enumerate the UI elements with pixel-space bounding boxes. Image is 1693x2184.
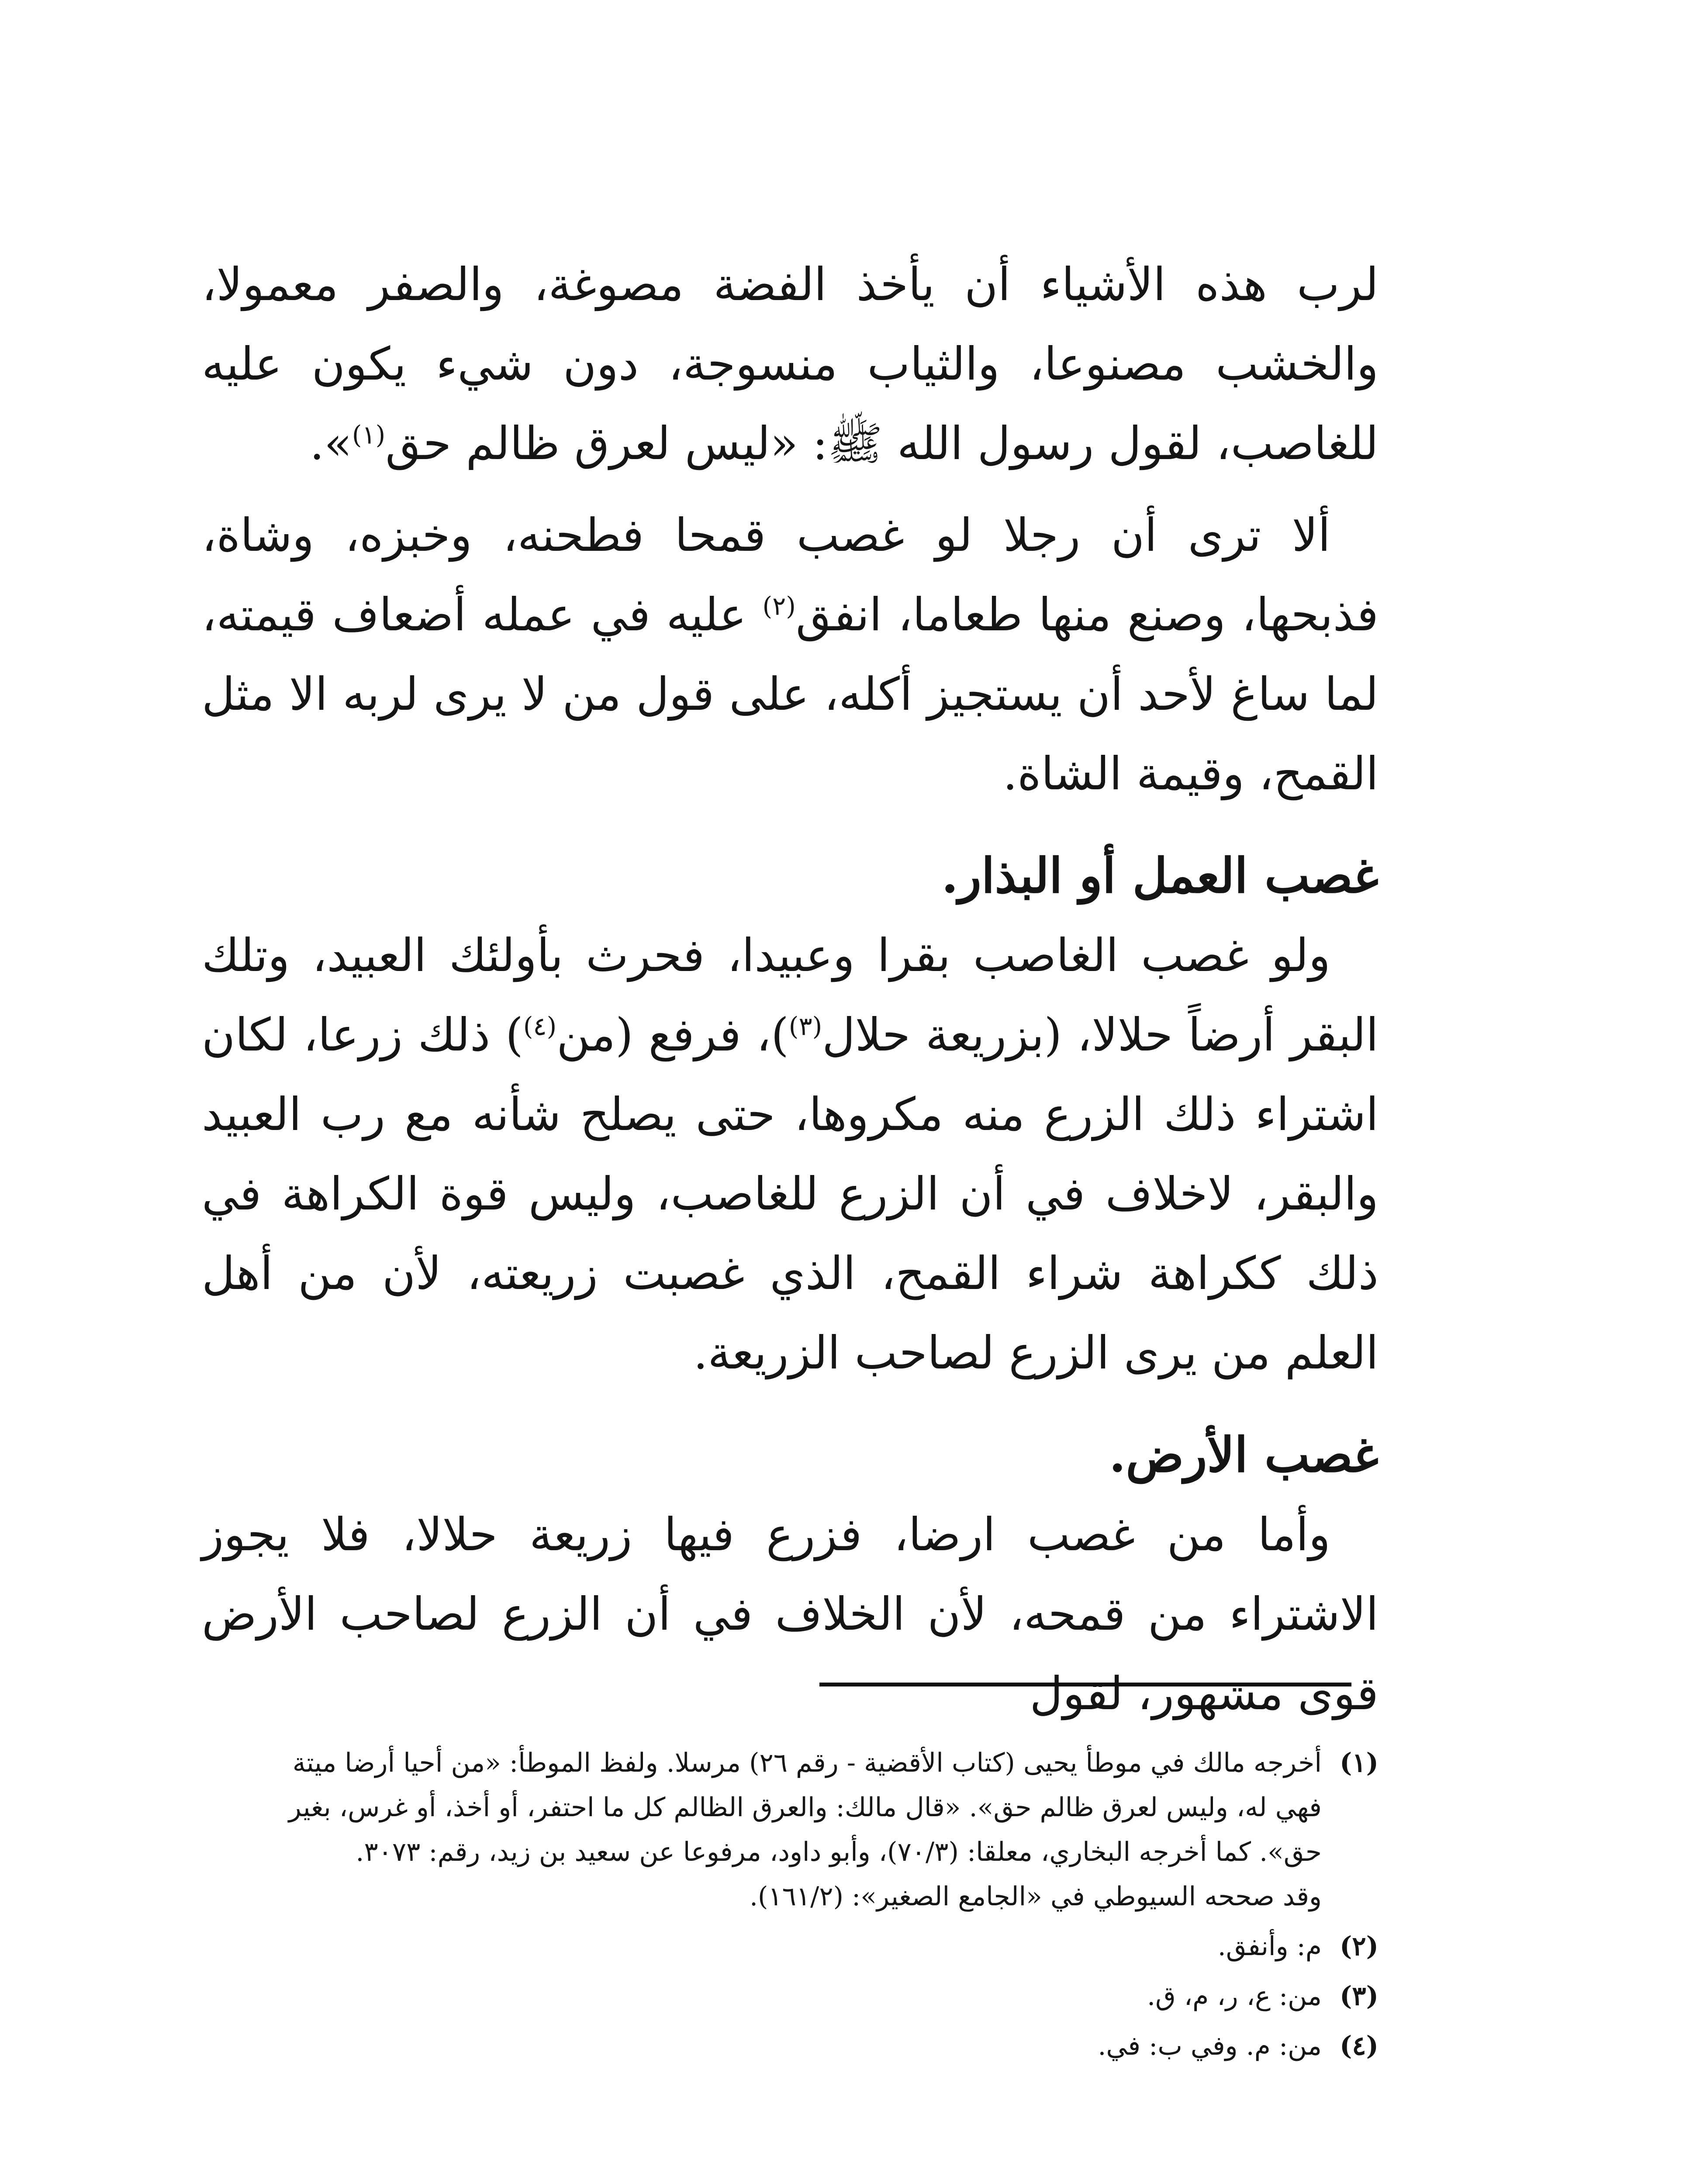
paragraph-1-end: ».: [310, 417, 352, 470]
paragraph-2-end: عليه في عمله أضعاف قيمته، لما ساغ لأحد أن يستجيز أكله، على قول من لا يرى لربه الا مثل القمح، وقيمة الشاة.: [202, 588, 1379, 800]
footnote-line: أخرجه مالك في موطأ يحيى (كتاب الأقضية - رقم ٢٦) مرسلا. ولفظ الموطأ: «من أحيا أرضا ميتة: [292, 1748, 1322, 1778]
footnote-number: (١): [1339, 1748, 1379, 1778]
paragraph-3-end: ) ذلك زرعا، لكان اشتراء ذلك الزرع منه مكروها، حتى يصلح شأنه مع رب العبيد والبقر، لاخلاف في أن الزرع للغاصب، وليس قوة الكراهة في ذلك ككراهة شراء القمح، الذي غصبت زريعته، لأن من أهل العلم من يرى الزرع لصاحب الزريعة.: [202, 1008, 1379, 1379]
paragraph-2-text: ألا ترى أن رجلا لو غصب قمحا فطحنه، وخبزه، وشاة، فذبحها، وصنع منها طعاما، انفق: [202, 508, 1379, 641]
footnote-number: (٣): [1339, 1981, 1379, 2011]
footnote-line: وقد صححه السيوطي في «الجامع الصغير»: (١٦١/٢).: [749, 1881, 1322, 1912]
footnote-separator: [819, 1683, 1351, 1686]
footnote-text: [202, 1974, 1322, 2018]
footnote-ref-2: (٢): [762, 591, 796, 621]
footnote-text: [202, 1741, 1322, 1919]
footnote-ref-3: (٣): [788, 1011, 822, 1041]
footnote-ref-4: (٤): [523, 1011, 557, 1041]
paragraph-2: [202, 495, 1379, 813]
footnote-3: [202, 1974, 1379, 2018]
footnote-ref-1: (١): [352, 420, 386, 450]
footnote-line: حق». كما أخرجه البخاري، معلقا: (٧٠/٣)، وأبو داود، مرفوعا عن سعيد بن زيد، رقم: ٣٠٧٣.: [356, 1837, 1322, 1867]
footnotes: [202, 1741, 1379, 2073]
paragraph-1-text: لرب هذه الأشياء أن يأخذ الفضة مصوغة، والصفر معمولا، والخشب مصنوعا، والثياب منسوجة، دون شيء يكون عليه للغاصب، لقول رسول الله ﷺ: «ليس لعرق ظالم حق: [202, 258, 1379, 470]
paragraph-3-mid: )، فرفع (من: [556, 1008, 789, 1061]
paragraph-3-text: ولو غصب الغاصب بقرا وعبيدا، فحرث بأولئك العبيد، وتلك البقر أرضاً حلالا، (بزريعة حلال: [202, 929, 1379, 1061]
main-text: [202, 245, 1379, 1745]
footnote-text: [202, 2024, 1322, 2068]
section-heading-labor: غصب العمل أو البذار.: [941, 847, 1379, 904]
footnote-text: [202, 1924, 1322, 1969]
footnote-line: م: وأنفق.: [1217, 1931, 1322, 1962]
footnote-2: [202, 1924, 1379, 1969]
paragraph-1: [202, 245, 1379, 483]
footnote-number: (٤): [1339, 2031, 1379, 2061]
paragraph-3: [202, 916, 1379, 1393]
footnote-line: من: ع، ر، م، ق.: [1147, 1981, 1322, 2011]
paragraph-4: وأما من غصب ارضا، فزرع فيها زريعة حلالا، فلا يجوز الاشتراء من قمحه، لأن الخلاف في أن الزرع لصاحب الأرض قوى مشهور، لقول: [202, 1508, 1379, 1720]
section-heading-land: غصب الأرض.: [1109, 1427, 1379, 1483]
footnote-number: (٢): [1339, 1931, 1379, 1962]
footnote-1: [202, 1741, 1379, 1919]
footnote-4: [202, 2024, 1379, 2068]
footnote-line: من: م. وفي ب: في.: [1098, 2031, 1322, 2061]
footnote-line: فهي له، وليس لعرق ظالم حق». «قال مالك: والعرق الظالم كل ما احتفر، أو أخذ، أو غرس، بغير: [288, 1792, 1322, 1823]
